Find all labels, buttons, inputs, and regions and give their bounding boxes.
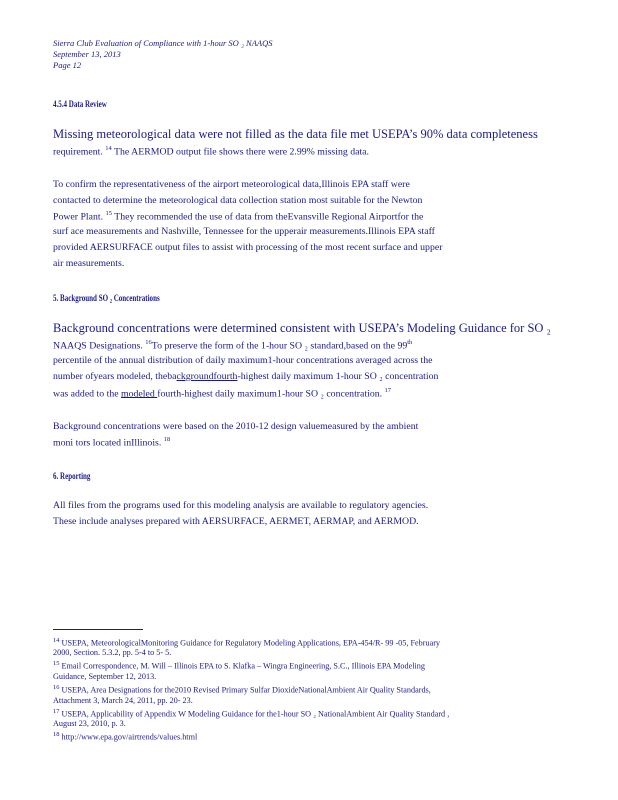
- footnote-18[interactable]: $^{18}$ http://www.epa.gov/airtrends/values.html: [53, 731, 198, 742]
- footnote-17-cont: August 23, 2010, p. 3.: [53, 719, 126, 728]
- paragraph-line: provided AERSURFACE output files to assist with processing of the most recent surface and upper: [53, 242, 443, 253]
- paragraph-line: air measurements.: [53, 258, 125, 269]
- paragraph-line: To confirm the representativeness of the airport meteorological data,Illinois EPA staff were: [53, 179, 410, 190]
- footnote-16: $^{16}$ USEPA, Area Designations for the2010 Revised Primary Sulfar DioxideNationalAmbient Air Quality Standards,: [53, 684, 431, 695]
- footnote-15: $^{15}$ Email Correspondence, M. Will – Illinois EPA to S. Klafka – Wingra Engineering, S.C., Illinois EPA Modeling: [53, 660, 425, 671]
- paragraph-line: number ofyears modeled, thebackgroundfourth-highest daily maximum 1-hour SO ₂ concentration: [53, 371, 439, 382]
- footnote-14-cont: 2000, Section. 5.3.2, pp. 5-4 to 5- 5.: [53, 648, 172, 657]
- running-header-date: September 13, 2013: [53, 49, 121, 59]
- paragraph-line: surf ace measurements and Nashville, Tennessee for the upperair measurements.Illinois EPA staff: [53, 226, 435, 237]
- paragraph-line: All files from the programs used for this modeling analysis are available to regulatory agencies.: [53, 500, 429, 511]
- footnote-divider: [53, 629, 143, 630]
- paragraph-line: Power Plant. $^{15}$ They recommended the use of data from theEvansville Regional Airportfor the: [53, 210, 424, 223]
- paragraph-line: Background concentrations were based on the 2010-12 design valuemeasured by the ambient: [53, 421, 419, 432]
- paragraph-line: moni tors located inIllinois. $^{18}$: [53, 436, 171, 449]
- section-title-reporting: 6. Reporting: [53, 471, 91, 481]
- footnote-ref: 18: [163, 436, 171, 443]
- footnote-ref: 15: [105, 210, 113, 217]
- paragraph-line: percentile of the annual distribution of daily maximum1-hour concentrations averaged across the: [53, 355, 433, 366]
- section-title-data-review: 4.5.4 Data Review: [53, 99, 107, 109]
- section-title-background: 5. Background SO ₂ Concentrations: [53, 293, 160, 303]
- footnote-16-cont: Attachment 3, March 24, 2011, pp. 20- 23.: [53, 696, 193, 705]
- footnote-ref: 14: [105, 145, 112, 152]
- running-header-page: Page 12: [53, 60, 82, 70]
- footnote-ref: 17: [384, 387, 392, 394]
- footnote-17: $^{17}$ USEPA, Applicability of Appendix W Modeling Guidance for the1-hour SO ₂ NationalAmbient Air Quality Standard ,: [53, 708, 450, 719]
- running-header-title: Sierra Club Evaluation of Compliance with 1-hour SO ₂ NAAQS: [53, 38, 273, 48]
- paragraph-line: NAAQS Designations. $^{16}$To preserve the form of the 1-hour SO ₂ standard,based on the 99th: [53, 339, 413, 352]
- paragraph-line: was added to the modeled fourth-highest daily maximum1-hour SO ₂ concentration. $^{17}$: [53, 387, 392, 400]
- paragraph-line: Background concentrations were determined consistent with USEPA’s Modeling Guidance for SO ₂: [53, 321, 551, 335]
- paragraph-line: contacted to determine the meteorological data collection station most suitable for the Newton: [53, 195, 423, 206]
- footnote-15-cont: Guidance, September 12, 2013.: [53, 672, 157, 681]
- paragraph-line: requirement. $^{14}$ The AERMOD output file shows there were 2.99% missing data.: [53, 145, 369, 158]
- paragraph-line: These include analyses prepared with AERSURFACE, AERMET, AERMAP, and AERMOD.: [53, 516, 419, 527]
- footnote-ref: 16: [145, 339, 152, 346]
- paragraph-line: Missing meteorological data were not filled as the data file met USEPA’s 90% data completeness: [53, 127, 538, 141]
- footnote-14: $^{14}$ USEPA, MeteorologicalMonitoring Guidance for Regulatory Modeling Applications, EPA-454/R- 99 -05, February: [53, 637, 441, 648]
